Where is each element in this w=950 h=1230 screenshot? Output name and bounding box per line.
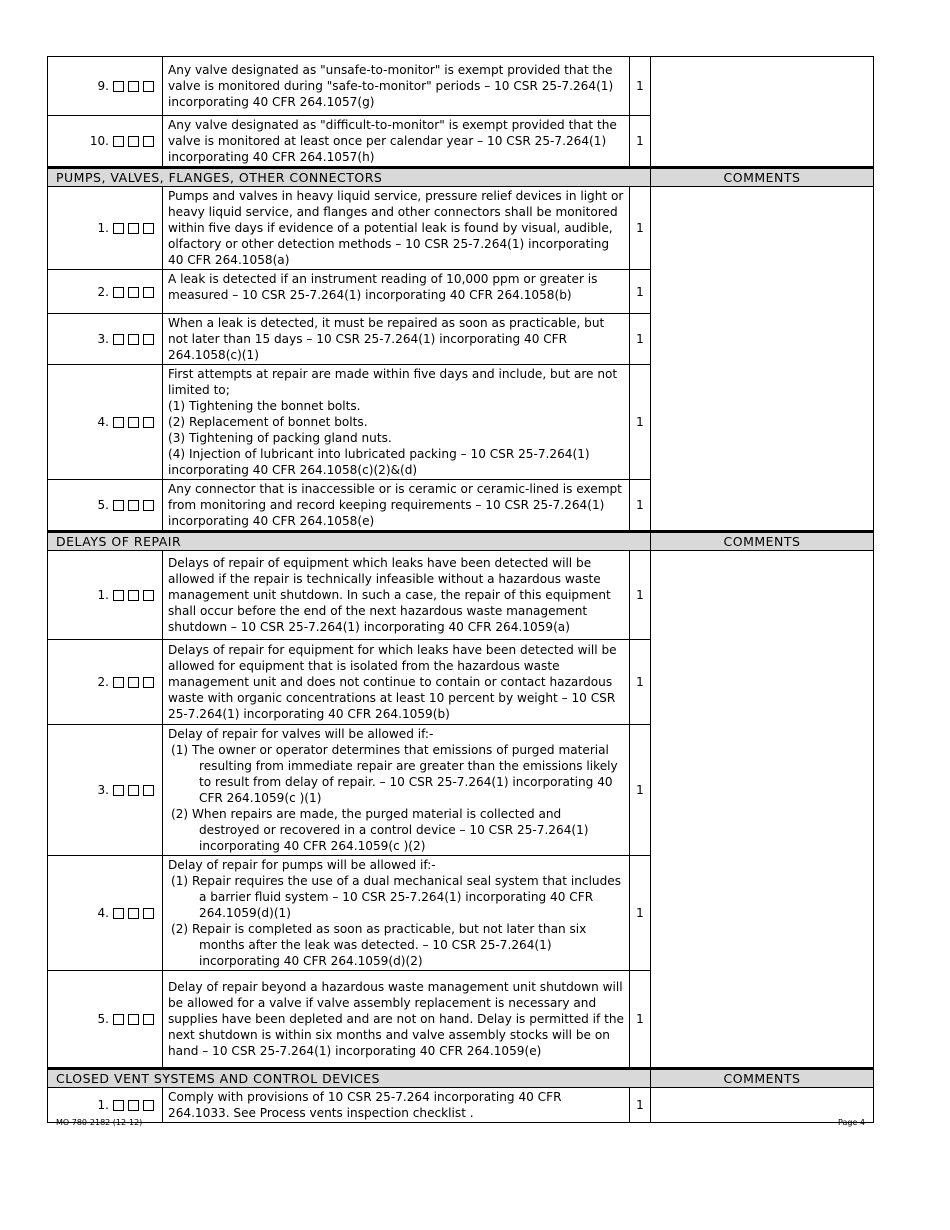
comments-field[interactable] [651, 187, 874, 532]
section-header-pumps [48, 168, 874, 187]
checkbox-yes[interactable] [113, 81, 124, 92]
checkbox-na[interactable] [143, 334, 154, 345]
checkbox-yes[interactable] [113, 677, 124, 688]
checkbox-na[interactable] [143, 908, 154, 919]
checkbox-na[interactable] [143, 81, 154, 92]
points-value: 1 [630, 314, 651, 365]
table-row [48, 187, 874, 270]
page-number: Page 4 [838, 1118, 865, 1127]
requirement-subitem: (4) Injection of lubricant into lubricated packing – 10 CSR 25-7.264(1) incorporating 40 CFR 264.1058(c)(2)&(d) [168, 447, 590, 477]
points-value: 1 [630, 640, 651, 725]
checkbox-no[interactable] [128, 785, 139, 796]
requirement-intro: First attempts at repair are made within five days and include, but are not limited to; [168, 367, 618, 397]
section-title: DELAYS OF REPAIR [48, 532, 651, 551]
comments-field[interactable] [651, 551, 874, 1069]
checkbox-no[interactable] [128, 500, 139, 511]
requirement-subitem: (1) Repair requires the use of a dual mechanical seal system that includes a barrier fluid system – 10 CSR 25-7.264(1) incorporating 40 CFR 264.1059(d)(1) [171, 874, 622, 920]
section-header-closed-vent [48, 1069, 874, 1088]
checkbox-na[interactable] [143, 590, 154, 601]
checkbox-no[interactable] [128, 908, 139, 919]
checkbox-yes[interactable] [113, 785, 124, 796]
checkbox-yes[interactable] [113, 334, 124, 345]
checkbox-yes[interactable] [113, 223, 124, 234]
requirement-subitem: (1) The owner or operator determines that emissions of purged material resulting from immediate repair are greater than the emissions likely to result from delay of repair. – 10 CSR 25-7.264(1) incorporating 40 CFR 264.1059(c )(1) [171, 743, 618, 805]
requirement-text [163, 725, 630, 856]
table-row [48, 57, 874, 116]
requirement-subitem: (2) When repairs are made, the purged material is collected and destroyed or recovered in a control device – 10 CSR 25-7.264(1) incorporating 40 CFR 264.1059(c )(2) [171, 807, 589, 853]
points-value: 1 [630, 971, 651, 1069]
checkbox-yes[interactable] [113, 417, 124, 428]
requirement-text: A leak is detected if an instrument reading of 10,000 ppm or greater is measured – 10 CSR 25-7.264(1) incorporating 40 CFR 264.1058(b) [163, 270, 630, 314]
inspection-checklist [47, 56, 867, 1123]
item-number-cell: 10. [48, 116, 163, 168]
checkbox-yes[interactable] [113, 590, 124, 601]
item-number-cell: 4. [48, 856, 163, 971]
checkbox-no[interactable] [128, 590, 139, 601]
requirement-text: Delay of repair beyond a hazardous waste management unit shutdown will be allowed for a valve if valve assembly replacement is necessary and supplies have been depleted and are not on hand. Delay is permitted if the next shutdown is within six months and valve assembly stocks will be on hand – 10 CSR 25-7.264(1) incorporating 40 CFR 264.1059(e) [163, 971, 630, 1069]
checkbox-no[interactable] [128, 81, 139, 92]
requirement-text: Delays of repair for equipment for which leaks have been detected will be allowed for equipment that is isolated from the hazardous waste management unit and does not continue to contain or contact hazardous waste with organic concentrations at least 10 percent by weight – 10 CSR 25-7.264(1) incorporating 40 CFR 264.1059(b) [163, 640, 630, 725]
points-value: 1 [630, 365, 651, 480]
section-title: CLOSED VENT SYSTEMS AND CONTROL DEVICES [48, 1069, 651, 1088]
item-number-cell: 3. [48, 725, 163, 856]
comments-header: COMMENTS [651, 532, 874, 551]
checkbox-no[interactable] [128, 287, 139, 298]
points-value: 1 [630, 270, 651, 314]
checkbox-no[interactable] [128, 1100, 139, 1111]
requirement-intro: Delay of repair for valves will be allowed if:- [168, 727, 434, 741]
points-value: 1 [630, 480, 651, 532]
requirement-subitem: (2) Replacement of bonnet bolts. [168, 415, 368, 429]
requirement-text: Any connector that is inaccessible or is ceramic or ceramic-lined is exempt from monitoring and record keeping requirements – 10 CSR 25-7.264(1) incorporating 40 CFR 264.1058(e) [163, 480, 630, 532]
checkbox-na[interactable] [143, 785, 154, 796]
comments-header: COMMENTS [651, 1069, 874, 1088]
requirement-subitem: (3) Tightening of packing gland nuts. [168, 431, 392, 445]
requirement-text: Any valve designated as "unsafe-to-monitor" is exempt provided that the valve is monitored during "safe-to-monitor" periods – 10 CSR 25-7.264(1) incorporating 40 CFR 264.1057(g) [163, 57, 630, 116]
requirement-text [163, 856, 630, 971]
item-number-cell: 1. [48, 551, 163, 640]
item-number-cell: 1. [48, 1088, 163, 1123]
checkbox-na[interactable] [143, 500, 154, 511]
checkbox-na[interactable] [143, 136, 154, 147]
checkbox-no[interactable] [128, 334, 139, 345]
points-value: 1 [630, 856, 651, 971]
requirement-text [163, 365, 630, 480]
section-header-delays [48, 532, 874, 551]
item-number-cell: 2. [48, 640, 163, 725]
requirement-text: Pumps and valves in heavy liquid service, pressure relief devices in light or heavy liquid service, and flanges and other connectors shall be monitored within five days if evidence of a potential leak is found by visual, audible, olfactory or other detection methods – 10 CSR 25-7.264(1) incorporating 40 CFR 264.1058(a) [163, 187, 630, 270]
comments-field[interactable] [651, 57, 874, 168]
item-number-cell: 2. [48, 270, 163, 314]
checkbox-na[interactable] [143, 287, 154, 298]
points-value: 1 [630, 187, 651, 270]
section-title: PUMPS, VALVES, FLANGES, OTHER CONNECTORS [48, 168, 651, 187]
requirement-text: Delays of repair of equipment which leaks have been detected will be allowed if the repair is technically infeasible without a hazardous waste management unit shutdown. In such a case, the repair of this equipment shall occur before the end of the next hazardous waste management shutdown – 10 CSR 25-7.264(1) incorporating 40 CFR 264.1059(a) [163, 551, 630, 640]
item-number-cell: 9. [48, 57, 163, 116]
checkbox-na[interactable] [143, 677, 154, 688]
requirement-text: Any valve designated as "difficult-to-monitor" is exempt provided that the valve is monitored at least once per calendar year – 10 CSR 25-7.264(1) incorporating 40 CFR 264.1057(h) [163, 116, 630, 168]
points-value: 1 [630, 116, 651, 168]
form-number: MO 780-2182 (12-12) [56, 1118, 143, 1127]
points-value: 1 [630, 551, 651, 640]
points-value: 1 [630, 57, 651, 116]
table-row [48, 551, 874, 640]
requirement-subitem: (1) Tightening the bonnet bolts. [168, 399, 361, 413]
checkbox-na[interactable] [143, 417, 154, 428]
checkbox-yes[interactable] [113, 908, 124, 919]
checkbox-no[interactable] [128, 136, 139, 147]
item-number-cell: 3. [48, 314, 163, 365]
checkbox-no[interactable] [128, 223, 139, 234]
checkbox-yes[interactable] [113, 1014, 124, 1025]
checklist-table [47, 56, 874, 1123]
checkbox-na[interactable] [143, 223, 154, 234]
checkbox-yes[interactable] [113, 1100, 124, 1111]
requirement-text: When a leak is detected, it must be repaired as soon as practicable, but not later than 15 days – 10 CSR 25-7.264(1) incorporating 40 CFR 264.1058(c)(1) [163, 314, 630, 365]
checkbox-yes[interactable] [113, 136, 124, 147]
item-number-cell: 5. [48, 480, 163, 532]
checkbox-no[interactable] [128, 417, 139, 428]
item-number-cell: 1. [48, 187, 163, 270]
requirement-subitem: (2) Repair is completed as soon as practicable, but not later than six months after the leak was detected. – 10 CSR 25-7.264(1) incorporating 40 CFR 264.1059(d)(2) [171, 922, 587, 968]
comments-header: COMMENTS [651, 168, 874, 187]
checkbox-na[interactable] [143, 1100, 154, 1111]
points-value: 1 [630, 1088, 651, 1123]
checkbox-yes[interactable] [113, 287, 124, 298]
checkbox-yes[interactable] [113, 500, 124, 511]
item-number-cell: 5. [48, 971, 163, 1069]
table-row [48, 1088, 874, 1123]
requirement-text: Comply with provisions of 10 CSR 25-7.264 incorporating 40 CFR 264.1033. See Process vents inspection checklist . [163, 1088, 630, 1123]
checkbox-na[interactable] [143, 1014, 154, 1025]
item-number-cell: 4. [48, 365, 163, 480]
checkbox-no[interactable] [128, 1014, 139, 1025]
checkbox-no[interactable] [128, 677, 139, 688]
points-value: 1 [630, 725, 651, 856]
requirement-intro: Delay of repair for pumps will be allowed if:- [168, 858, 436, 872]
